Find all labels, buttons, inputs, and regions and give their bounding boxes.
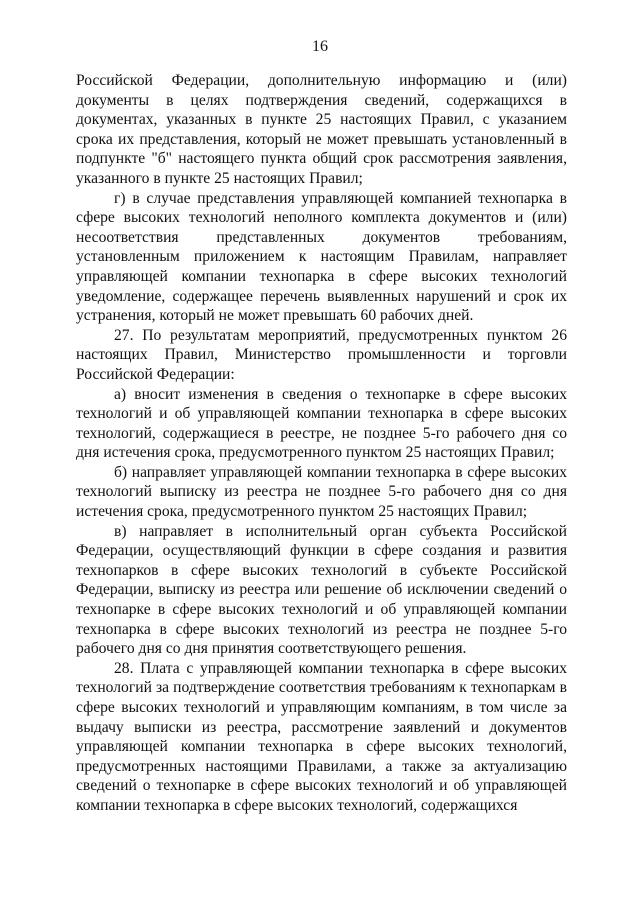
paragraph-subitem-v: в) направляет в исполнительный орган субъекта Российской Федерации, осуществляющий функции в сфере создания и развития технопарков в сфере высоких технологий в субъекте Российской Федерации, выписку из реестра или решение об исключении сведений о технопарке в сфере высоких технологий и об управляющей компании технопарка в сфере высоких технологий из реестра не позднее 5-го рабочего дня со дня принятия соответствующего решения. bbox=[76, 522, 567, 658]
paragraph-clause-28: 28. Плата с управляющей компании технопарка в сфере высоких технологий за подтверждение соответствия требованиям к технопаркам в сфере высоких технологий и управляющим компаниям, в том числе за выдачу выписки из реестра, рассмотрение заявлений и документов управляющей компании технопарка в сфере высоких технологий, предусмотренных настоящими Правилами, а также за актуализацию сведений о технопарке в сфере высоких технологий и об управляющей компании технопарка в сфере высоких технологий, содержащихся bbox=[76, 659, 567, 814]
paragraph-clause-27: 27. По результатам мероприятий, предусмотренных пунктом 26 настоящих Правил, Министерство промышленности и торговли Российской Федерации: bbox=[76, 326, 567, 383]
document-body bbox=[76, 71, 567, 816]
page-number: 16 bbox=[312, 38, 328, 55]
paragraph-subitem-b: б) направляет управляющей компании технопарка в сфере высоких технологий выписку из реестра не позднее 5-го рабочего дня со дня истечения срока, предусмотренного пунктом 25 настоящих Правил; bbox=[76, 463, 567, 521]
paragraph-subitem-a: а) вносит изменения в сведения о технопарке в сфере высоких технологий и об управляющей компании технопарка в сфере высоких технологий, содержащиеся в реестре, не позднее 5-го рабочего дня со дня истечения срока, предусмотренного пунктом 25 настоящих Правил; bbox=[76, 385, 567, 462]
paragraph-continuation: Российской Федерации, дополнительную информацию и (или) документы в целях подтверждения сведений, содержащихся в документах, указанных в пункте 25 настоящих Правил, с указанием срока их представления, который не может превышать установленный в подпункте "б" настоящего пункта общий срок рассмотрения заявления, указанного в пункте 25 настоящих Правил; bbox=[76, 72, 567, 187]
paragraph-subitem-g: г) в случае представления управляющей компанией технопарка в сфере высоких технологий неполного комплекта документов и (или) несоответствия представленных документов требованиям, установленным приложением к настоящим Правилам, направляет управляющей компании технопарка в сфере высоких технологий уведомление, содержащее перечень выявленных нарушений и срок их устранения, который не может превышать 60 рабочих дней. bbox=[76, 189, 567, 325]
